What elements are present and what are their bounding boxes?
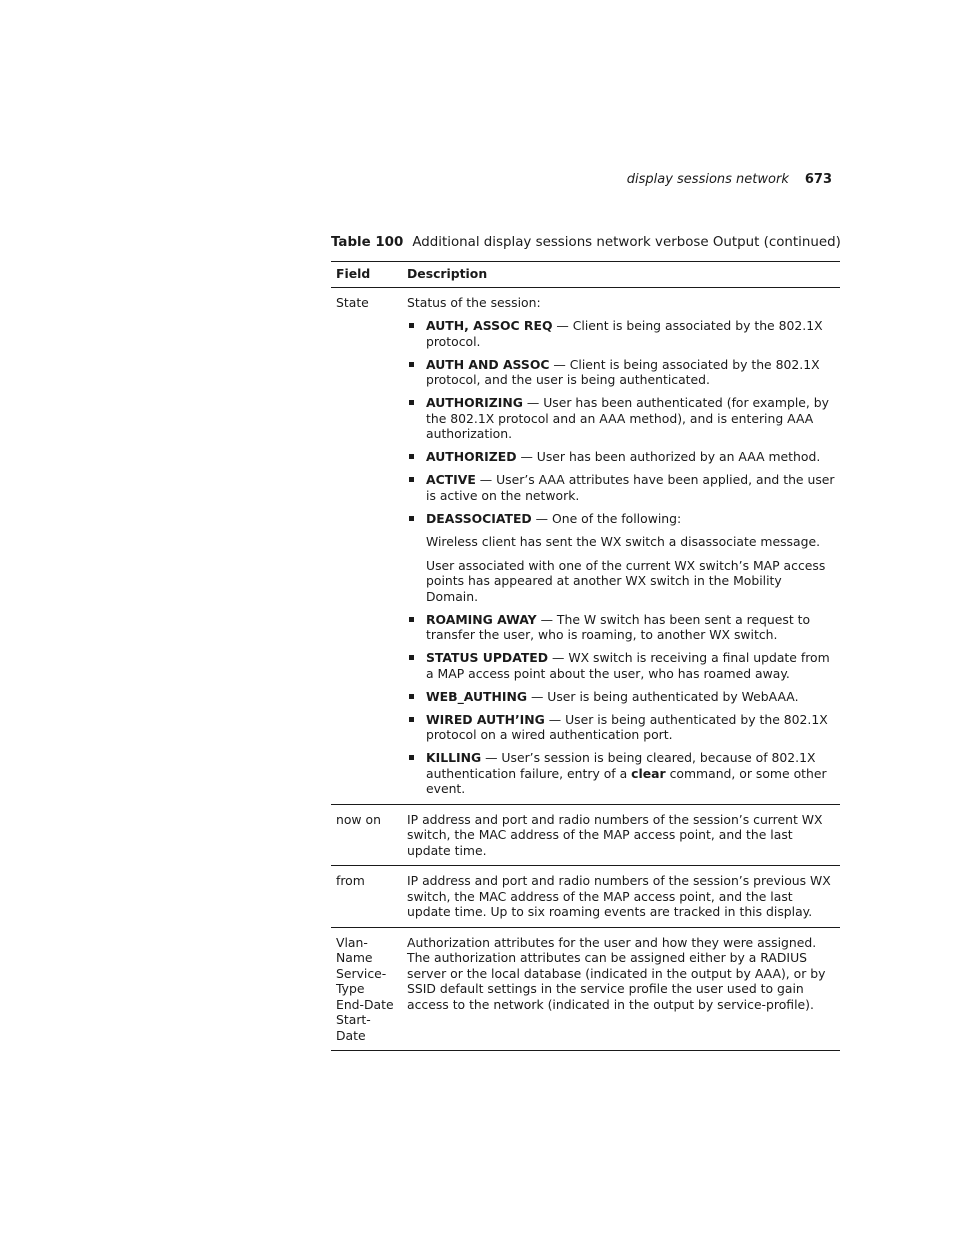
list-item [407,318,835,349]
column-header-field: Field [331,262,402,288]
state-term: DEASSOCIATED [426,510,532,526]
square-bullet-icon [409,362,414,367]
table-row-authorization-attributes [331,927,840,1051]
square-bullet-icon [409,694,414,699]
section-title: display sessions network [626,172,789,187]
table-caption-label: Table 100 [331,235,404,250]
table-header-row [331,262,840,288]
state-desc: — User is being authenticated by the 802.1X protocol on a wired authentication port. [426,711,828,742]
state-desc: — One of the following: [531,510,682,526]
square-bullet-icon [409,617,414,622]
state-list [407,318,835,797]
running-header [560,172,832,187]
field-name: End-Date [336,996,394,1012]
state-desc: — Client is being associated by the 802.1X protocol. [426,318,823,349]
description-cell: IP address and port and radio numbers of the session’s previous WX switch, the MAC address of the MAP access point, and the last update time. Up to six roaming events are tracked in this display. [402,866,840,928]
table-row-state [331,287,840,804]
square-bullet-icon [409,400,414,405]
state-desc: — User has been authenticated (for example, by the 802.1X protocol and an AAA method), and is entering AAA authorization. [426,395,829,441]
list-item [407,650,835,681]
field-cell: from [331,866,402,928]
square-bullet-icon [409,717,414,722]
list-item [407,449,835,465]
square-bullet-icon [409,516,414,521]
description-cell: IP address and port and radio numbers of the session’s current WX switch, the MAC address of the MAP access point, and the last update time. [402,804,840,866]
state-term: AUTH AND ASSOC [426,356,550,372]
output-fields-table [331,261,840,1051]
state-term: KILLING [426,750,482,765]
state-desc: — User has been authorized by an AAA method. [516,449,821,464]
list-item [407,712,835,743]
state-term: ACTIVE [426,472,476,487]
square-bullet-icon [409,655,414,660]
state-subparagraph: Wireless client has sent the WX switch a disassociate message. [426,534,821,549]
list-item [407,511,835,605]
table-caption [331,235,841,250]
table-row-now-on [331,804,840,866]
state-term: AUTHORIZED [426,449,517,464]
state-desc: — Client is being associated by the 802.1X protocol, and the user is being authenticated. [426,356,820,387]
state-term: WEB_AUTHING [426,688,528,704]
list-item [407,750,835,797]
column-header-description: Description [402,262,840,288]
state-desc: — User’s session is being cleared, because of 802.1X authentication failure, entry of a [426,750,816,781]
state-term: AUTHORIZING [426,395,523,410]
table-caption-text: Additional display sessions network verbose Output (continued) [412,235,841,250]
square-bullet-icon [409,323,414,328]
state-desc: — User’s AAA attributes have been applied, and the user is active on the network. [426,472,835,503]
state-desc: command, or some other event. [426,765,827,796]
list-item [407,357,835,388]
description-cell: Authorization attributes for the user and how they were assigned. The authorization attributes can be assigned either by a RADIUS server or the local database (indicated in the output by AAA), or by SSID default settings in the service profile the user used to gain access to the network (indicated in the output by service-profile). [402,927,840,1051]
page-number: 673 [804,172,832,187]
square-bullet-icon [409,454,414,459]
state-term: AUTH, ASSOC REQ [426,318,553,333]
square-bullet-icon [409,755,414,760]
field-cell: State [331,287,402,804]
square-bullet-icon [409,477,414,482]
state-subparagraph: User associated with one of the current WX switch’s MAP access points has appeared at another WX switch in the Mobility Domain. [426,557,826,604]
state-term: ROAMING AWAY [426,611,537,627]
state-term: WIRED AUTH’ING [426,711,545,727]
list-item [407,472,835,503]
field-name: Vlan-Name [336,934,373,965]
state-desc: — User is being authenticated by WebAAA. [527,688,799,704]
list-item [407,689,835,705]
table-row-from [331,866,840,928]
list-item [407,395,835,442]
state-term: STATUS UPDATED [426,650,549,665]
field-cell: now on [331,804,402,866]
field-cell [331,927,402,1051]
field-name: Service-Type [336,965,387,996]
description-cell [402,287,840,804]
state-desc: — WX switch is receiving a final update from a MAP access point about the user, who has roamed away. [426,650,830,681]
state-desc: — The W switch has been sent a request to transfer the user, who is roaming, to another WX switch. [426,611,811,642]
list-item [407,612,835,643]
state-intro: Status of the session: [407,294,541,310]
command-keyword: clear [631,765,666,781]
field-name: Start-Date [336,1012,371,1043]
